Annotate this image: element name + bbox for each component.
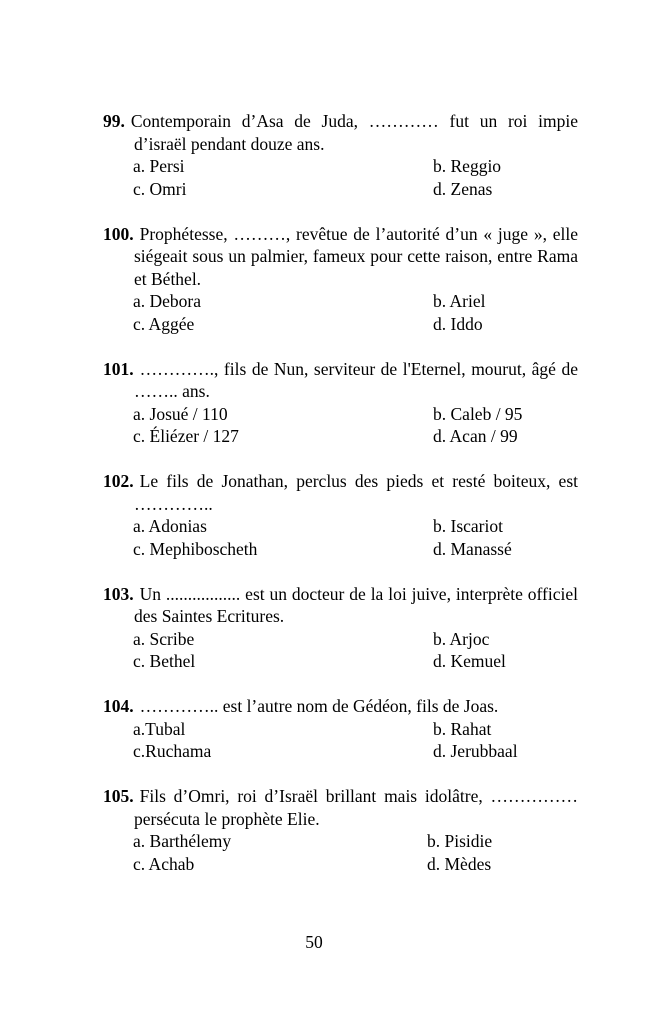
question-text (103, 695, 578, 718)
question-text (103, 470, 578, 515)
question-body: …………., fils de Nun, serviteur de l'Eternel, mourut, âgé de …….. ans. (134, 358, 578, 401)
question-body: Fils d’Omri, roi d’Israël brillant mais idolâtre, …………… persécuta le prophète Elie. (134, 786, 578, 829)
question-number: 99. (103, 111, 125, 131)
option-row (133, 403, 578, 426)
option-row (133, 650, 578, 673)
option-a: a.Tubal (133, 718, 186, 739)
answer-options (103, 628, 578, 673)
page-number: 50 (305, 932, 323, 952)
option-row (133, 830, 578, 853)
option-a: a. Adonias (133, 516, 207, 536)
option-row (133, 740, 578, 763)
answer-options (103, 155, 578, 200)
option-b: b. Pisidie (427, 831, 493, 851)
option-a: a. Scribe (133, 628, 195, 649)
answer-options (103, 290, 578, 335)
question-103 (103, 583, 578, 673)
question-text (103, 583, 578, 628)
option-a: a. Barthélemy (133, 831, 232, 851)
question-body: Le fils de Jonathan, perclus des pieds et resté boiteux, est ………….. (134, 471, 578, 514)
question-body: Prophétesse, ………, revêtue de l’autorité d’un « juge », elle siégeait sous un palmier, fameux pour cette raison, entre Rama et Béthel. (134, 223, 578, 289)
option-d: d. Manassé (433, 538, 512, 559)
question-101 (103, 358, 578, 448)
question-body: Un ................. est un docteur de la loi juive, interprète officiel des Saintes Ecritures. (134, 583, 578, 626)
question-text (103, 358, 578, 403)
option-d: d. Acan / 99 (433, 426, 518, 446)
option-d: d. Iddo (433, 313, 483, 334)
option-b: b. Arjoc (433, 628, 490, 649)
question-number: 101. (103, 358, 134, 379)
option-b: b. Ariel (433, 291, 486, 311)
answer-options (103, 515, 578, 560)
question-number: 100. (103, 223, 134, 244)
option-row (133, 853, 578, 876)
question-text (103, 223, 578, 291)
option-c: c. Mephiboscheth (133, 538, 258, 559)
option-d: d. Mèdes (427, 853, 492, 874)
option-row (133, 178, 578, 201)
question-99 (103, 110, 578, 200)
option-b: b. Rahat (433, 718, 492, 739)
option-row (133, 155, 578, 178)
option-b: b. Reggio (433, 156, 502, 176)
option-row (133, 718, 578, 741)
option-a: a. Persi (133, 156, 185, 176)
question-number: 102. (103, 471, 134, 491)
option-d: d. Zenas (433, 178, 493, 199)
option-c: c.Ruchama (133, 741, 212, 761)
option-b: b. Iscariot (433, 516, 503, 536)
question-number: 104. (103, 696, 134, 716)
answer-options (103, 403, 578, 448)
question-number: 105. (103, 786, 134, 806)
question-body: Contemporain d’Asa de Juda, ………… fut un roi impie d’israël pendant douze ans. (130, 111, 578, 154)
option-c: c. Aggée (133, 313, 195, 334)
question-100 (103, 223, 578, 336)
option-d: d. Jerubbaal (433, 741, 518, 761)
option-a: a. Josué / 110 (133, 403, 228, 424)
option-row (133, 538, 578, 561)
option-row (133, 515, 578, 538)
option-d: d. Kemuel (433, 651, 506, 671)
option-c: c. Omri (133, 178, 187, 199)
option-row (133, 290, 578, 313)
option-c: c. Bethel (133, 651, 196, 671)
question-text (103, 785, 578, 830)
question-105 (103, 785, 578, 875)
option-row (133, 628, 578, 651)
question-102 (103, 470, 578, 560)
option-c: c. Éliézer / 127 (133, 426, 239, 446)
answer-options (103, 830, 578, 875)
option-row (133, 425, 578, 448)
option-c: c. Achab (133, 853, 195, 874)
answer-options (103, 718, 578, 763)
option-row (133, 313, 578, 336)
option-b: b. Caleb / 95 (433, 403, 523, 424)
question-104 (103, 695, 578, 763)
question-number: 103. (103, 583, 134, 604)
option-a: a. Debora (133, 291, 202, 311)
question-body: ………….. est l’autre nom de Gédéon, fils de Joas. (139, 696, 499, 716)
question-list (103, 110, 578, 898)
question-text (103, 110, 578, 155)
